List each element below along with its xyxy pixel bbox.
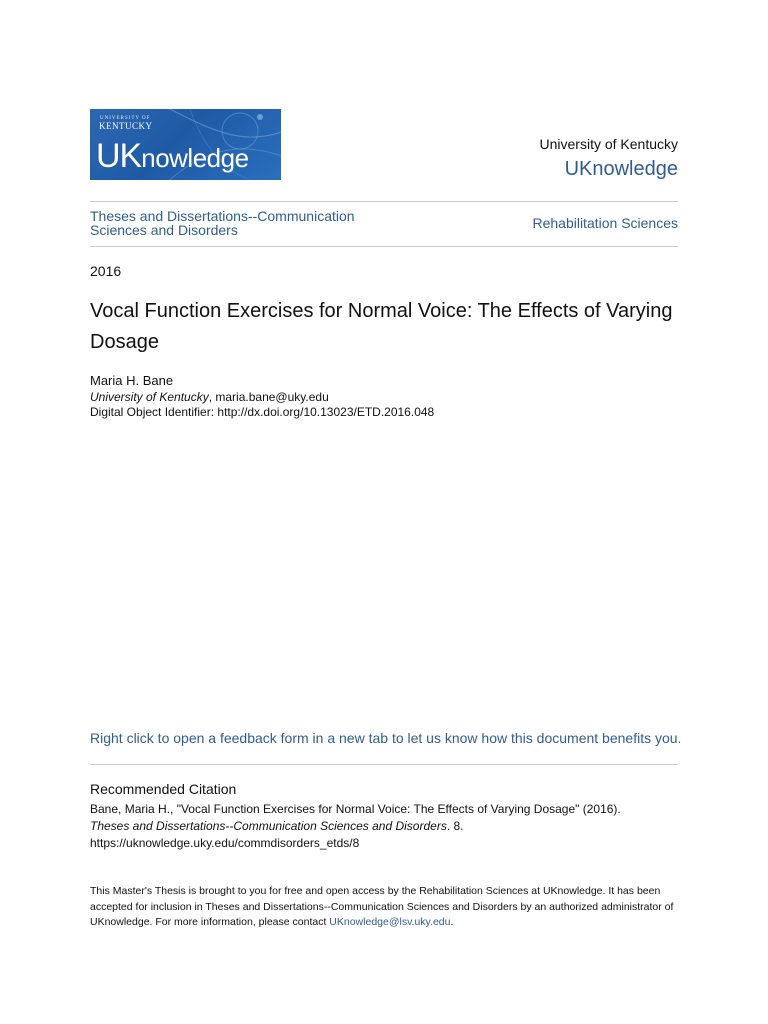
citation-series-line bbox=[90, 818, 690, 835]
citation-body bbox=[90, 801, 690, 852]
citation-line: Bane, Maria H., "Vocal Function Exercises for Normal Voice: The Effects of Varying Dosage" (2016). bbox=[90, 802, 621, 816]
author-affiliation bbox=[90, 390, 329, 404]
institution-name: University of Kentucky bbox=[539, 136, 678, 152]
uknowledge-logo[interactable] bbox=[90, 109, 281, 180]
citation-series: Theses and Dissertations--Communication Sciences and Disorders bbox=[90, 819, 447, 833]
access-statement bbox=[90, 884, 680, 931]
author-email: maria.bane@uky.edu bbox=[215, 390, 329, 404]
affiliation-name: University of Kentucky bbox=[90, 390, 209, 404]
logo-wordmark-rest: nowledge bbox=[141, 143, 249, 173]
citation-heading: Recommended Citation bbox=[90, 781, 237, 797]
publication-year: 2016 bbox=[90, 263, 122, 279]
document-title: Vocal Function Exercises for Normal Voice: The Effects of Varying Dosage bbox=[90, 300, 673, 353]
doi-line: Digital Object Identifier: http://dx.doi.org/10.13023/ETD.2016.048 bbox=[90, 405, 435, 419]
header-divider bbox=[90, 201, 678, 202]
citation-divider bbox=[90, 764, 678, 765]
logo-wordmark-uk: UK bbox=[96, 137, 142, 175]
feedback-link[interactable]: Right click to open a feedback form in a new tab to let us know how this document benefits you. bbox=[90, 730, 682, 746]
logo-university-text: UNIVERSITY OF bbox=[100, 116, 151, 121]
author-name: Maria H. Bane bbox=[90, 373, 174, 388]
citation-series-suffix: . 8. bbox=[446, 819, 464, 833]
access-statement-text: This Master's Thesis is brought to you for free and open access by the Rehabilitation Sciences at UKnowledge. It has been accepted for inclusion in Theses and Dissertations--Communication Sciences and Disorders by an authorized administrator of UKnowledge. For more information, please contact bbox=[90, 885, 674, 928]
access-statement-end: . bbox=[450, 916, 454, 928]
collection-divider bbox=[90, 246, 678, 247]
contact-email-link[interactable]: UKnowledge@lsv.uky.edu bbox=[329, 916, 451, 928]
series-link[interactable]: Theses and Dissertations--Communication Sciences and Disorders bbox=[90, 208, 355, 238]
citation-url: https://uknowledge.uky.edu/commdisorders_etds/8 bbox=[90, 836, 360, 850]
affiliation-separator: , bbox=[208, 390, 216, 404]
logo-kentucky-text: KENTUCKY bbox=[99, 121, 153, 131]
repository-link[interactable]: UKnowledge bbox=[564, 158, 678, 180]
department-link[interactable]: Rehabilitation Sciences bbox=[532, 215, 678, 231]
logo-wordmark bbox=[96, 137, 249, 176]
